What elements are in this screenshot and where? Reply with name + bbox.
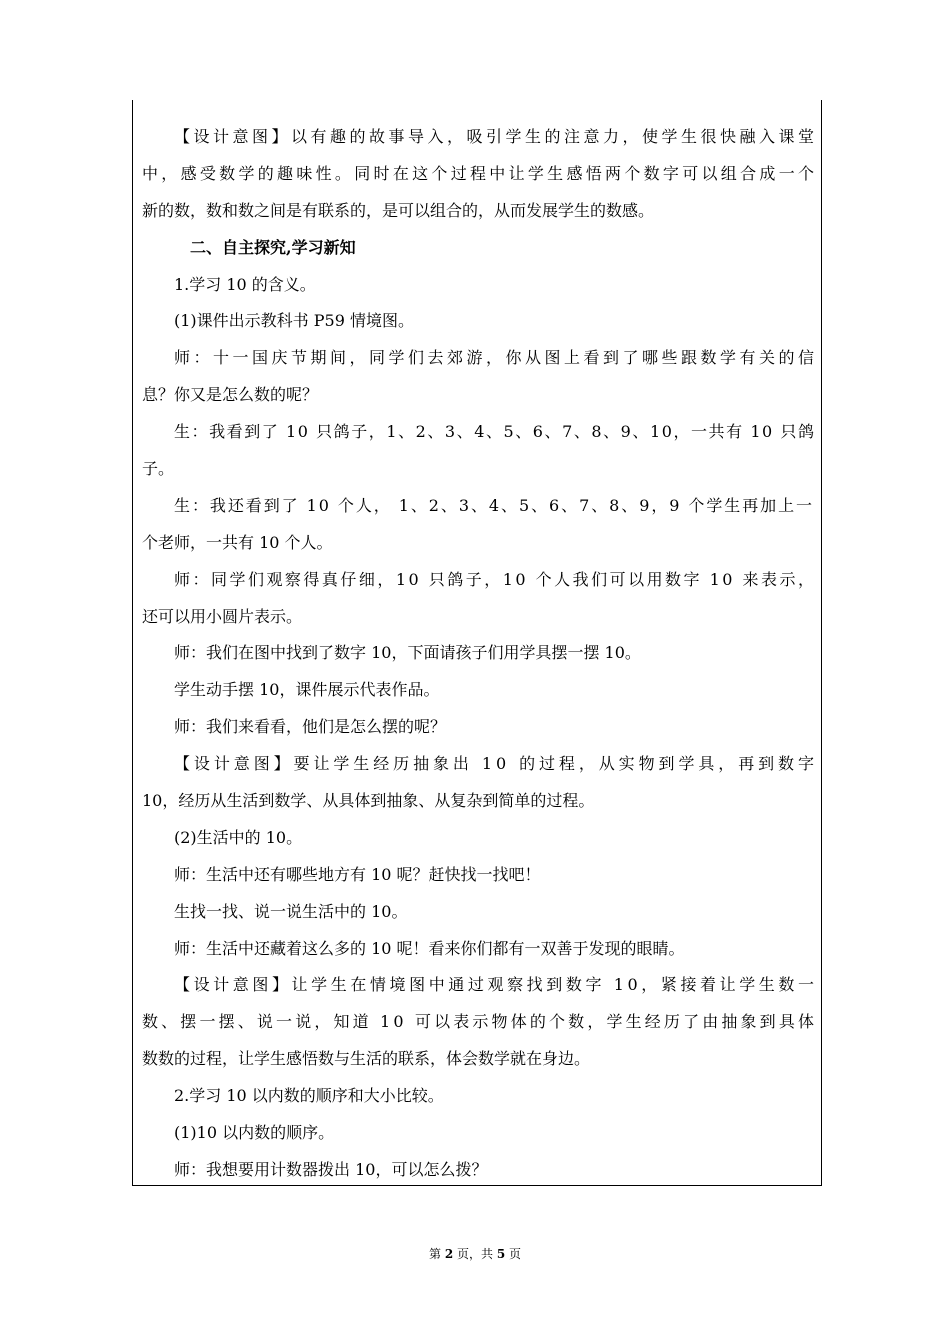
text-line: 个老师，一共有 10 个人。 xyxy=(142,532,333,552)
footer-middle: 页，共 xyxy=(453,1247,497,1261)
text-line: 师：我们在图中找到了数字 10，下面请孩子们用学具摆一摆 10。 xyxy=(174,643,641,663)
footer-page-number: 2 xyxy=(444,1247,454,1261)
section-heading: 二、自主探究,学习新知 xyxy=(190,237,356,257)
text-line: 息？你又是怎么数的呢？ xyxy=(142,385,319,405)
footer-prefix: 第 xyxy=(428,1247,445,1261)
text-line: 【设计意图】让学生在情境图中通过观察找到数字 10，紧接着让学生数一 xyxy=(174,975,818,995)
text-line: 中，感受数学的趣味性。同时在这个过程中让学生感悟两个数字可以组合成一个 xyxy=(142,163,818,183)
text-line: 1.学习 10 的含义。 xyxy=(174,274,316,294)
document-body xyxy=(142,119,818,1189)
text-line: (1)10 以内数的顺序。 xyxy=(174,1123,335,1143)
footer-suffix: 页 xyxy=(505,1247,521,1261)
text-line: 【设计意图】以有趣的故事导入，吸引学生的注意力，使学生很快融入课堂 xyxy=(174,127,818,146)
text-line: 数、摆一摆、说一说，知道 10 可以表示物体的个数，学生经历了由抽象到具体 xyxy=(142,1012,818,1032)
text-line: (2)生活中的 10。 xyxy=(174,827,303,847)
text-line: 数数的过程，让学生感悟数与生活的联系，体会数学就在身边。 xyxy=(142,1049,591,1069)
text-line: 10，经历从生活到数学、从具体到抽象、从复杂到简单的过程。 xyxy=(142,791,595,811)
text-line: 新的数，数和数之间是有联系的，是可以组合的，从而发展学生的数感。 xyxy=(142,200,655,220)
text-line: 生找一找、说一说生活中的 10。 xyxy=(174,901,408,921)
text-line: 师：我想要用计数器拨出 10，可以怎么拨？ xyxy=(174,1159,488,1179)
text-line: 师：生活中还藏着这么多的 10 呢！看来你们都有一双善于发现的眼睛。 xyxy=(174,938,685,958)
text-line: (1)课件出示教科书 P59 情境图。 xyxy=(174,311,414,331)
text-line: 生：我看到了 10 只鸽子，1、2、3、4、5、6、7、8、9、10，一共有 10 只鸽 xyxy=(174,422,816,442)
text-line: 子。 xyxy=(142,459,175,479)
text-line: 师：生活中还有哪些地方有 10 呢？赶快找一找吧！ xyxy=(174,864,541,884)
text-line: 生：我还看到了 10 个人， 1、2、3、4、5、6、7、8、9，9 个学生再加上一 xyxy=(174,495,814,515)
text-line: 还可以用小圆片表示。 xyxy=(142,606,303,626)
text-line: 师：我们来看看，他们是怎么摆的呢？ xyxy=(174,717,447,737)
footer-total-pages: 5 xyxy=(496,1247,506,1261)
text-line: 学生动手摆 10，课件展示代表作品。 xyxy=(174,680,440,700)
text-line: 2.学习 10 以内数的顺序和大小比较。 xyxy=(174,1086,444,1106)
text-line: 师：同学们观察得真仔细，10 只鸽子，10 个人我们可以用数字 10 来表示， xyxy=(174,569,817,589)
page-footer xyxy=(0,1245,950,1262)
text-line: 【设计意图】要让学生经历抽象出 10 的过程，从实物到学具，再到数字 xyxy=(174,754,818,774)
text-line: 师：十一国庆节期间，同学们去郊游，你从图上看到了哪些跟数学有关的信 xyxy=(174,348,818,368)
